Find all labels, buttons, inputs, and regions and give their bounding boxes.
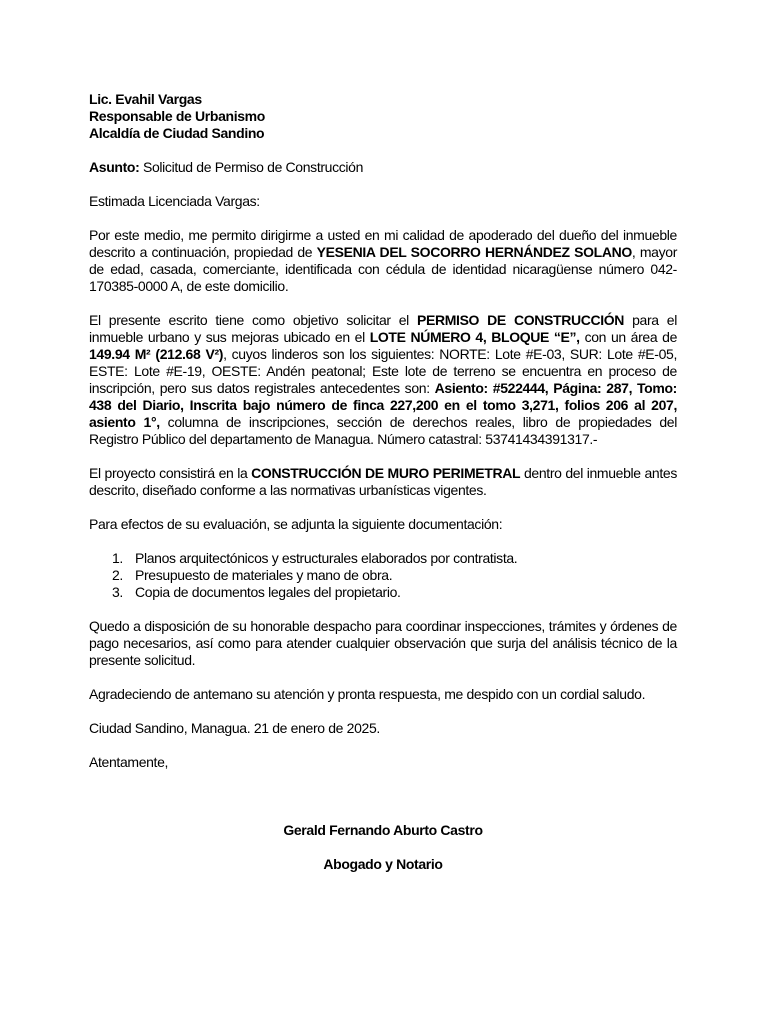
recipient-role: Responsable de Urbanismo xyxy=(89,108,265,124)
list-item-text: Presupuesto de materiales y mano de obra. xyxy=(135,567,393,583)
paragraph-thanks: Agradeciendo de antemano su atención y pronta respuesta, me despido con un cordial saludo. xyxy=(89,686,646,702)
paragraph-owner xyxy=(89,227,677,295)
list-item-number: 1. xyxy=(112,550,123,566)
list-item-text: Copia de documentos legales del propietario. xyxy=(135,584,401,600)
recipient-block xyxy=(89,91,677,142)
signature-name: Gerald Fernando Aburto Castro xyxy=(283,822,483,838)
greeting: Estimada Licenciada Vargas: xyxy=(89,193,260,209)
subject-line xyxy=(89,159,677,176)
list-item-text: Planos arquitectónicos y estructurales elaborados por contratista. xyxy=(135,550,518,566)
list-item xyxy=(112,550,677,567)
paragraph-property-text-5: columna de inscripciones, sección de derechos reales, libro de propiedades del Registro Público del departamento de Managua. Número catastral: 53741434391317.- xyxy=(89,414,677,447)
letter-page xyxy=(89,91,677,890)
place-date: Ciudad Sandino, Managua. 21 de enero de 2025. xyxy=(89,720,380,736)
list-item-number: 3. xyxy=(112,584,123,600)
paragraph-project xyxy=(89,465,677,499)
paragraph-property xyxy=(89,312,677,448)
lot-block: LOTE NÚMERO 4, BLOQUE “E”, xyxy=(369,329,580,345)
recipient-name: Lic. Evahil Vargas xyxy=(89,91,202,107)
list-item xyxy=(112,584,677,601)
document-list xyxy=(89,550,677,601)
project-type: CONSTRUCCIÓN DE MURO PERIMETRAL xyxy=(251,465,521,481)
docs-intro: Para efectos de su evaluación, se adjunta la siguiente documentación: xyxy=(89,516,503,532)
paragraph-property-text-1: El presente escrito tiene como objetivo solicitar el xyxy=(89,312,417,328)
paragraph-project-text-2: dentro del inmueble antes descrito, diseñado conforme a las normativas urbanísticas vigentes. xyxy=(89,465,677,498)
signature-title: Abogado y Notario xyxy=(323,856,443,872)
paragraph-availability: Quedo a disposición de su honorable despacho para coordinar inspecciones, trámites y órdenes de pago necesarios, así como para atender cualquier observación que surja del análisis técnico de la presente solicitud. xyxy=(89,618,677,668)
recipient-office: Alcaldía de Ciudad Sandino xyxy=(89,125,265,141)
paragraph-property-text-2: para el inmueble urbano y sus mejoras ubicado en el xyxy=(89,312,677,345)
paragraph-owner-text-1: Por este medio, me permito dirigirme a usted en mi calidad de apoderado del dueño del inmueble descrito a continuación, propiedad de xyxy=(89,227,677,260)
owner-name: YESENIA DEL SOCORRO HERNÁNDEZ SOLANO xyxy=(316,244,632,260)
paragraph-property-text-3: con un área de xyxy=(579,329,678,345)
list-item xyxy=(112,567,677,584)
registry-data: Asiento: #522444, Página: 287, Tomo: 438 del Diario, Inscrita bajo número de finca 227,200 en el tomo 3,271, folios 206 al 207, asiento 1°, xyxy=(89,380,677,430)
closing: Atentamente, xyxy=(89,754,169,770)
paragraph-owner-text-2: , mayor de edad, casada, comerciante, identificada con cédula de identidad nicaragüense número 042-170385-0000 A, de este domicilio. xyxy=(89,244,678,294)
paragraph-property-text-4: , cuyos linderos son los siguientes: NORTE: Lote #E-03, SUR: Lote #E-05, ESTE: Lote #E-19, OESTE: Andén peatonal; Este lote de terreno se encuentra en proceso de inscripción, pero sus datos registrales antecedentes son: xyxy=(89,346,677,396)
subject-label: Asunto: xyxy=(89,159,140,175)
paragraph-project-text-1: El proyecto consistirá en la xyxy=(89,465,252,481)
permit-type: PERMISO DE CONSTRUCCIÓN xyxy=(416,312,625,328)
subject-text: Solicitud de Permiso de Construcción xyxy=(139,159,364,175)
signature-block xyxy=(89,822,677,873)
lot-area: 149.94 M² (212.68 V²) xyxy=(89,346,224,362)
list-item-number: 2. xyxy=(112,567,123,583)
